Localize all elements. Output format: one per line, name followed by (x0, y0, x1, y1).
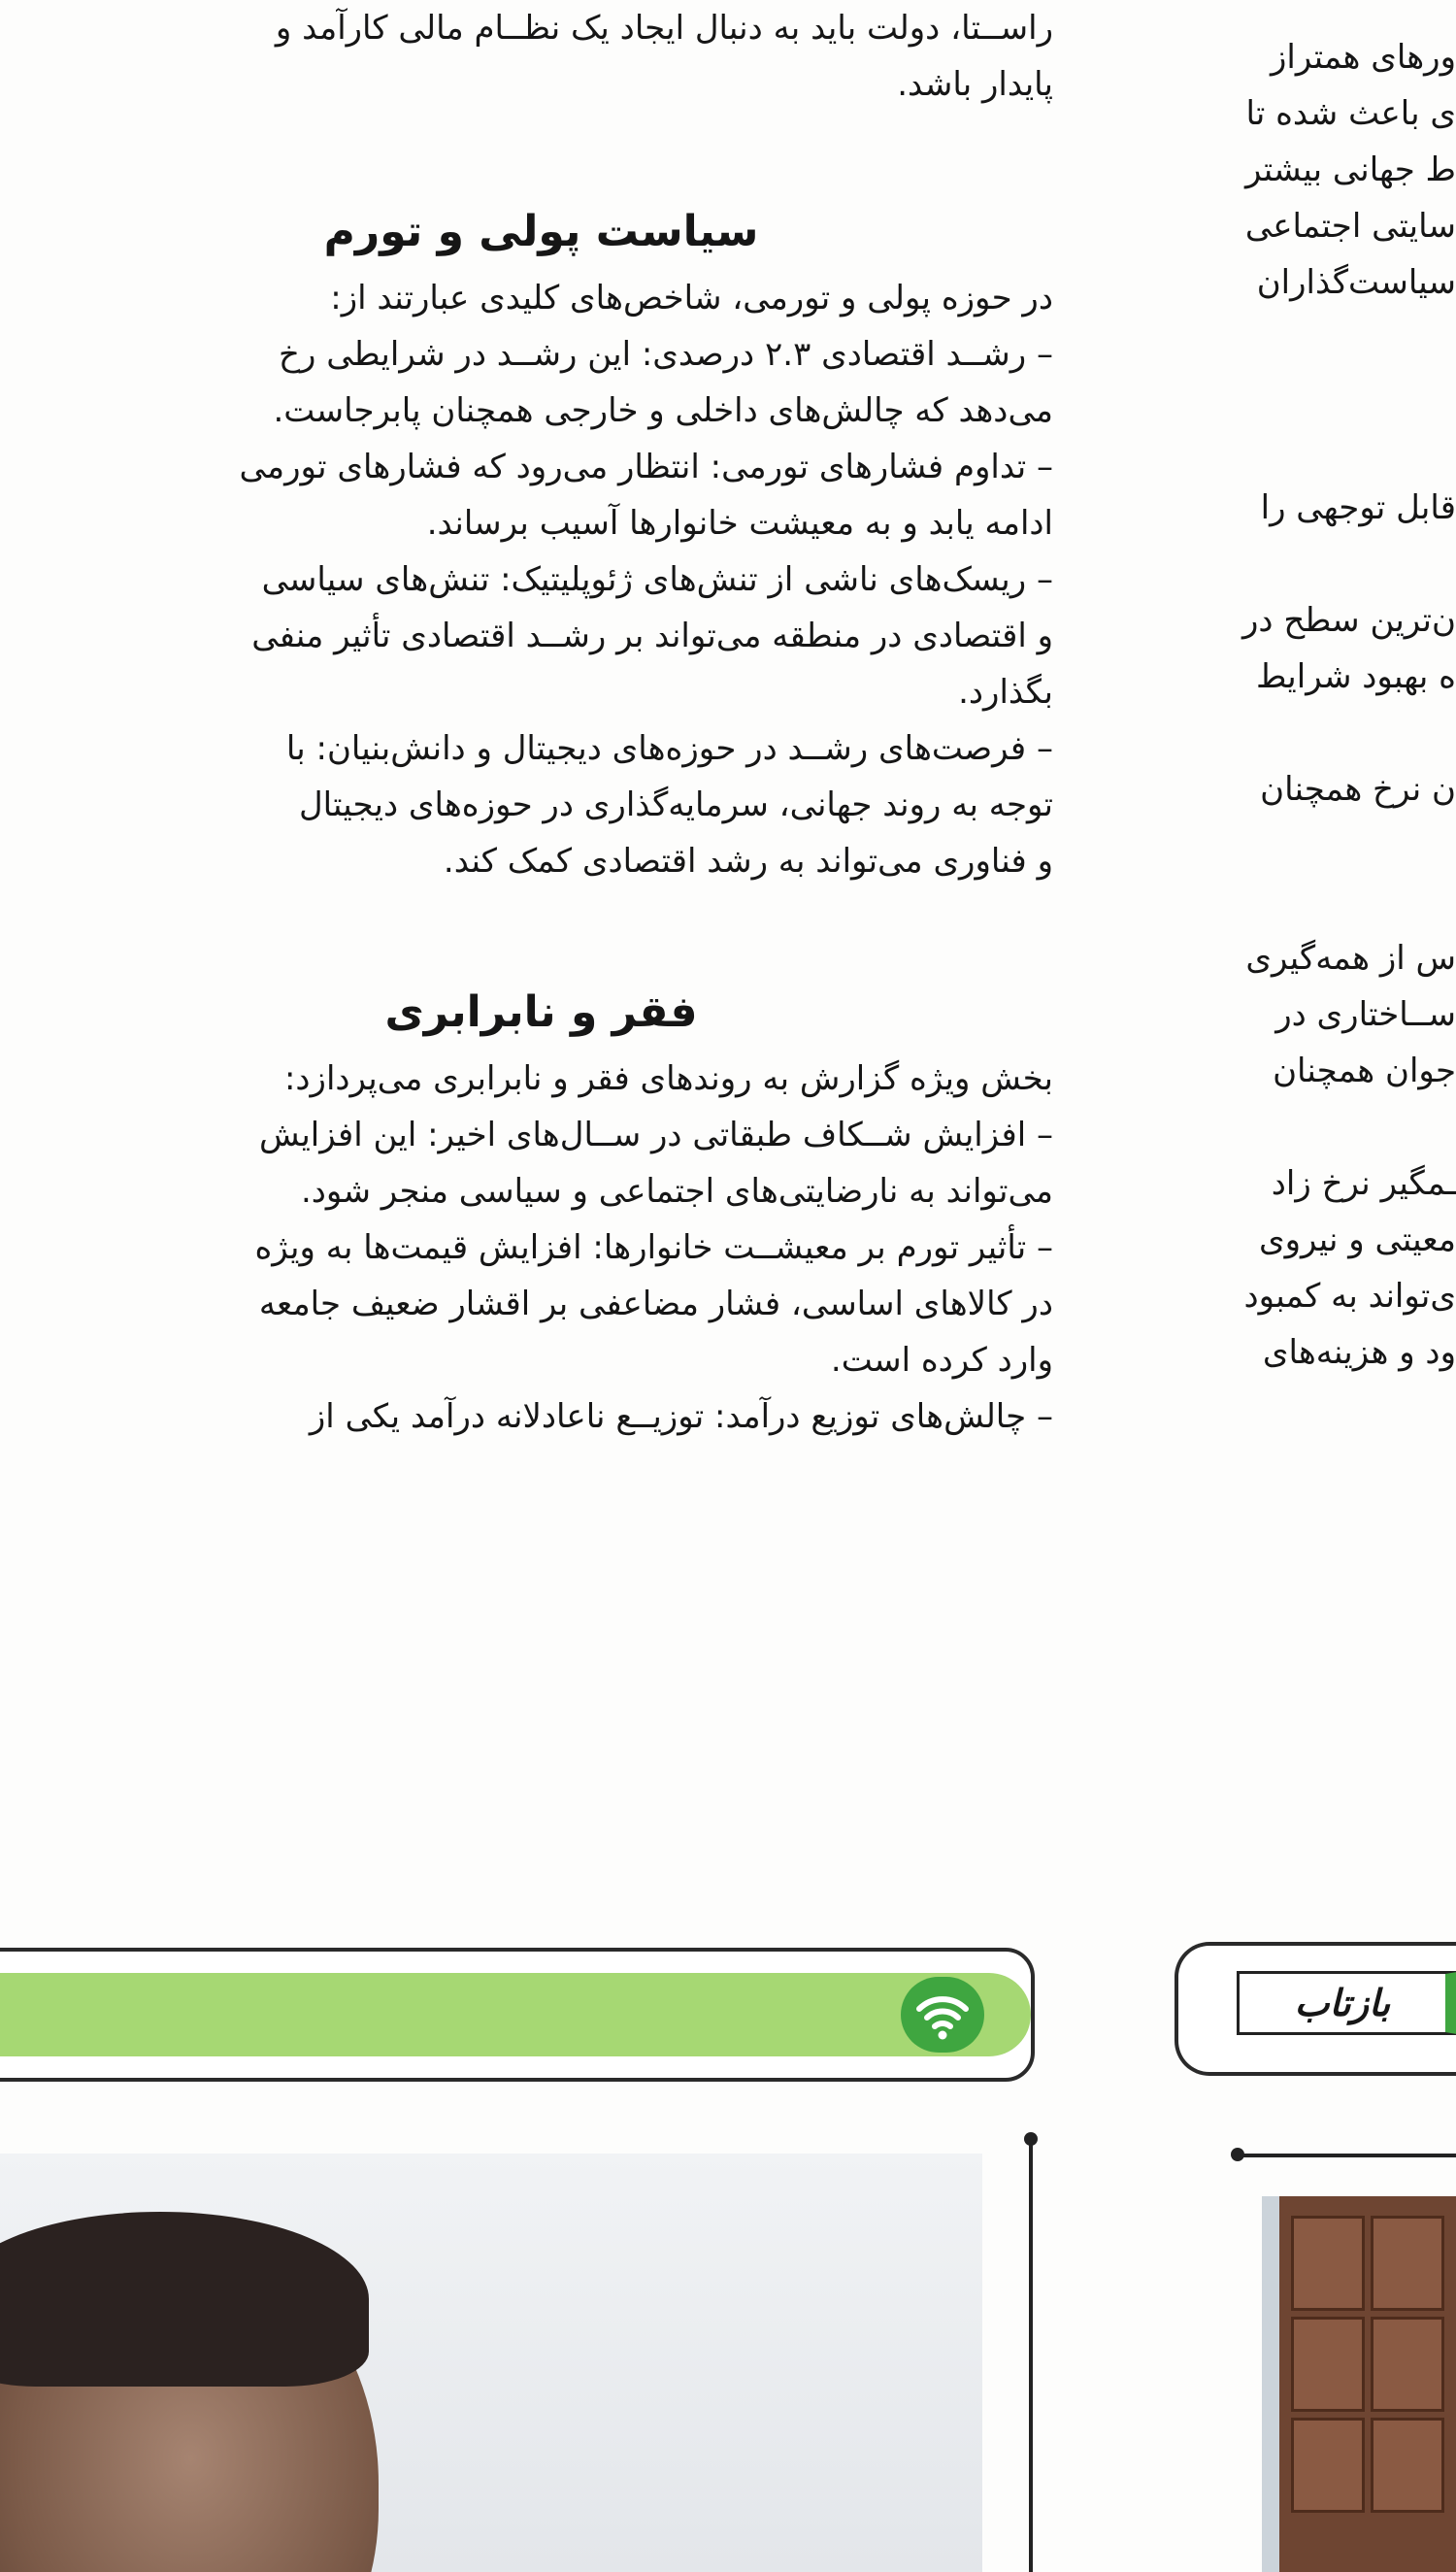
side-line (1136, 367, 1456, 423)
green-banner-bar (0, 1973, 1031, 2056)
side-line: سایتی اجتماعی (1244, 207, 1456, 246)
side-line: س از همه‌گیری (1245, 939, 1456, 978)
side-line: ســاختاری در (1275, 995, 1456, 1034)
paragraph-line: – فرصت‌های رشــد در حوزه‌های دیجیتال و دانش‌بنیان: با (285, 729, 1053, 768)
wood-panel (1371, 2317, 1444, 2412)
main-article-column (29, 0, 1053, 1445)
side-line (1136, 874, 1456, 930)
portrait-photo (0, 2154, 982, 2572)
side-line: ه بهبود شرایط (1256, 657, 1456, 696)
side-line: ـمگیر نرخ زاد (1271, 1164, 1456, 1203)
side-line: سیاست‌گذاران (1256, 263, 1456, 302)
paragraph-line: توجه به روند جهانی، سرمایه‌گذاری در حوزه‌های دیجیتال (298, 785, 1053, 824)
side-line (1136, 705, 1456, 761)
paragraph-line: بخش ویژه گزارش به روندهای فقر و نابرابری می‌پردازد: (283, 1059, 1053, 1098)
side-line: معیتی و نیروی (1258, 1220, 1456, 1259)
side-line: ن نرخ همچنان (1260, 770, 1456, 809)
paragraph-line: – تداوم فشارهای تورمی: انتظار می‌رود که فشارهای تورمی (239, 448, 1053, 486)
paragraph-line: و فناوری می‌تواند به رشد اقتصادی کمک کند. (443, 842, 1053, 881)
news-banner-box (0, 1948, 1035, 2082)
side-line (1136, 536, 1456, 592)
vertical-divider (1029, 2142, 1033, 2572)
side-line: ی باعث شده تا (1245, 94, 1456, 133)
portrait-hair (0, 2212, 369, 2387)
paragraph-line: می‌دهد که چالش‌های داخلی و خارجی همچنان پابرجاست. (273, 391, 1053, 430)
paragraph-line: در حوزه پولی و تورمی، شاخص‌های کلیدی عبارتند از: (330, 279, 1053, 317)
wood-panel (1291, 2418, 1365, 2513)
baztab-section-label: بازتاب (1237, 1971, 1456, 2035)
paragraph-line: وارد کرده است. (830, 1341, 1053, 1380)
side-line: ود و هزینه‌های (1262, 1333, 1456, 1372)
paragraph-line: – ریسک‌های ناشی از تنش‌های ژئوپلیتیک: تنش‌های سیاسی (261, 560, 1053, 599)
paragraph-line: – چالش‌های توزیع درآمد: توزیــع ناعادلانه درآمد یکی از (309, 1397, 1053, 1436)
wood-panel (1371, 2216, 1444, 2311)
side-line (1136, 423, 1456, 480)
side-line: قابل توجهی را (1260, 488, 1456, 527)
section-heading-monetary: سیاست پولی و تورم (323, 207, 759, 256)
paragraph-line: بگذارد. (958, 673, 1053, 712)
side-line (1136, 311, 1456, 367)
wood-panel (1371, 2418, 1444, 2513)
wood-panel (1291, 2216, 1365, 2311)
paragraph-line: – تأثیر تورم بر معیشــت خانوارها: افزایش قیمت‌ها به ویژه (254, 1228, 1053, 1267)
paragraph-line: – افزایش شــکاف طبقاتی در ســال‌های اخیر: این افزایش (258, 1116, 1053, 1154)
intro-line: پایدار باشد. (897, 65, 1053, 104)
photo-frame (1262, 2196, 1279, 2572)
side-line: ط جهانی بیشتر (1245, 150, 1456, 189)
paragraph-line: – رشــد اقتصادی ۲.۳ درصدی: این رشــد در شرایطی رخ (279, 335, 1053, 374)
intro-line: راســتا، دولت باید به دنبال ایجاد یک نظــام مالی کارآمد و (275, 9, 1053, 48)
wifi-icon (901, 1977, 984, 2053)
side-line: ن‌ترین سطح در (1241, 601, 1456, 640)
paragraph-line: می‌تواند به نارضایتی‌های اجتماعی و سیاسی منجر شود. (300, 1172, 1053, 1211)
paragraph-line: در کالاهای اساسی، فشار مضاعفی بر اقشار ضعیف جامعه (258, 1285, 1053, 1323)
side-line: ورهای همتراز (1270, 38, 1456, 77)
side-line: جوان همچنان (1273, 1052, 1456, 1090)
paragraph-line: ادامه یابد و به معیشت خانوارها آسیب برساند. (426, 504, 1053, 543)
section-heading-poverty: فقر و نابرابری (384, 987, 698, 1037)
horizontal-divider (1239, 2154, 1456, 2157)
interior-photo (1262, 2196, 1456, 2572)
wood-panel (1291, 2317, 1365, 2412)
side-line: ی‌تواند به کمبود (1243, 1277, 1456, 1316)
side-line (1136, 818, 1456, 874)
side-line (1136, 1099, 1456, 1155)
paragraph-line: و اقتصادی در منطقه می‌تواند بر رشــد اقتصادی تأثیر منفی (251, 617, 1053, 655)
side-column (1136, 29, 1456, 1381)
